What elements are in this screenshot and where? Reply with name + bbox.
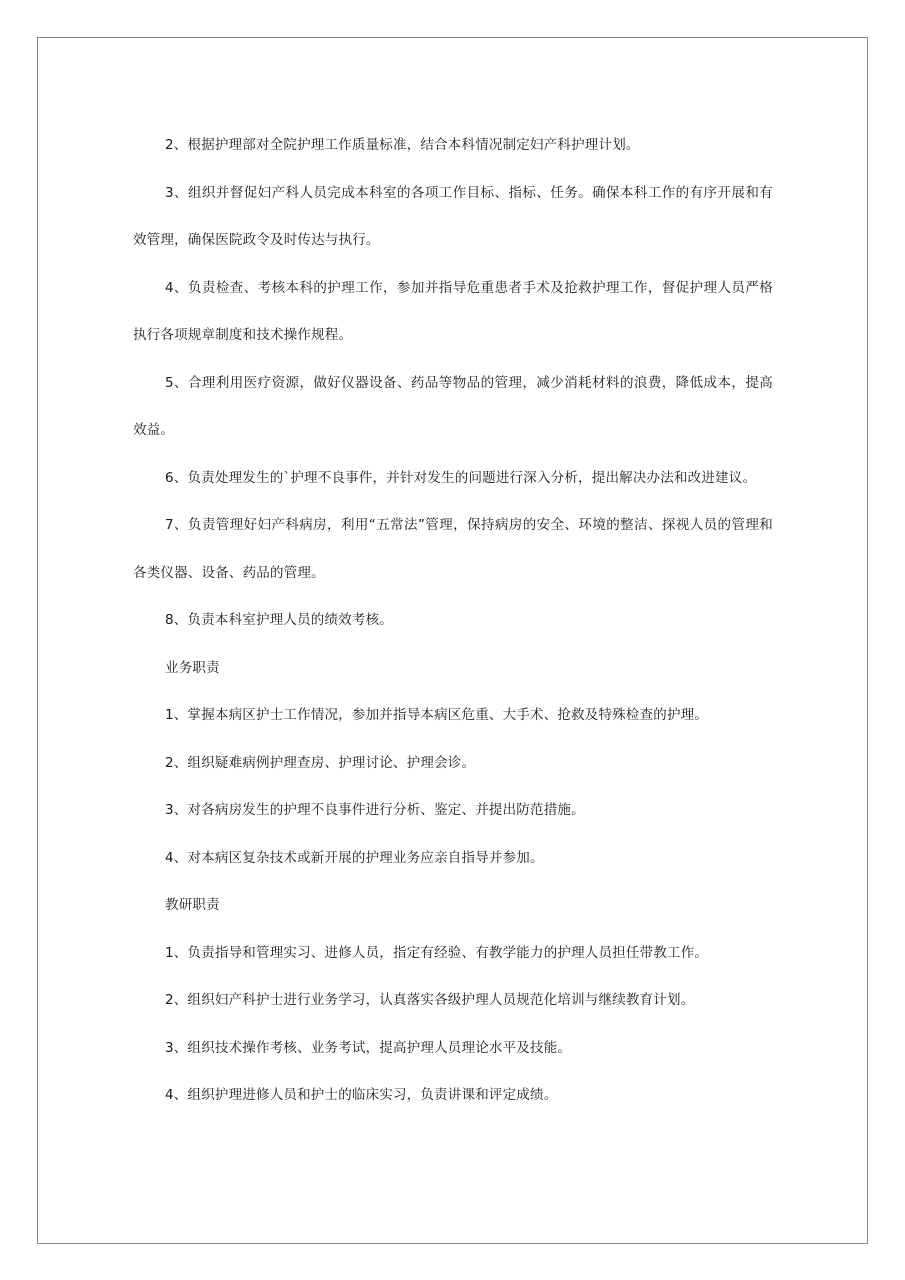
paragraph-teaching-4: 4、组织护理进修人员和护士的临床实习，负责讲课和评定成绩。 xyxy=(165,1087,558,1103)
paragraph-teaching-1: 1、负责指导和管理实习、进修人员，指定有经验、有教学能力的护理人员担任带教工作。 xyxy=(165,944,709,961)
paragraph-business-2: 2、组织疑难病例护理查房、护理讨论、护理会诊。 xyxy=(165,754,476,771)
paragraph-business-4: 4、对本病区复杂技术或新开展的护理业务应亲自指导并参加。 xyxy=(165,849,544,866)
paragraph-business-3: 3、对各病房发生的护理不良事件进行分析、鉴定、并提出防范措施。 xyxy=(165,802,585,818)
paragraph-teaching-2: 2、组织妇产科护士进行业务学习，认真落实各级护理人员规范化培训与继续教育计划。 xyxy=(165,992,695,1008)
paragraph-duty-7: 7、负责管理好妇产科病房，利用“五常法”管理，保持病房的安全、环境的整洁、探视人员的管理和各类仪器、设备、药品的管理。 xyxy=(133,517,773,581)
paragraph-teaching-3: 3、组织技术操作考核、业务考试，提高护理人员理论水平及技能。 xyxy=(165,1039,572,1056)
paragraph-duty-6: 6、负责处理发生的`护理不良事件，并针对发生的问题进行深入分析，提出解决办法和改进建议。 xyxy=(165,469,757,486)
paragraph-duty-4: 4、负责检查、考核本科的护理工作，参加并指导危重患者手术及抢救护理工作，督促护理人员严格执行各项规章制度和技术操作规程。 xyxy=(133,279,773,343)
paragraph-duty-8: 8、负责本科室护理人员的绩效考核。 xyxy=(165,612,393,628)
section-heading-teaching-research-duties: 教研职责 xyxy=(165,897,220,913)
paragraph-duty-5: 5、合理利用医疗资源，做好仪器设备、药品等物品的管理，减少消耗材料的浪费，降低成本，提高效益。 xyxy=(133,374,773,438)
section-heading-business-duties: 业务职责 xyxy=(165,659,220,676)
document-body xyxy=(133,122,773,1120)
paragraph-duty-3: 3、组织并督促妇产科人员完成本科室的各项工作目标、指标、任务。确保本科工作的有序开展和有效管理，确保医院政令及时传达与执行。 xyxy=(133,184,773,248)
paragraph-business-1: 1、掌握本病区护士工作情况，参加并指导本病区危重、大手术、抢救及特殊检查的护理。 xyxy=(165,707,709,723)
paragraph-duty-2: 2、根据护理部对全院护理工作质量标准，结合本科情况制定妇产科护理计划。 xyxy=(165,137,640,153)
